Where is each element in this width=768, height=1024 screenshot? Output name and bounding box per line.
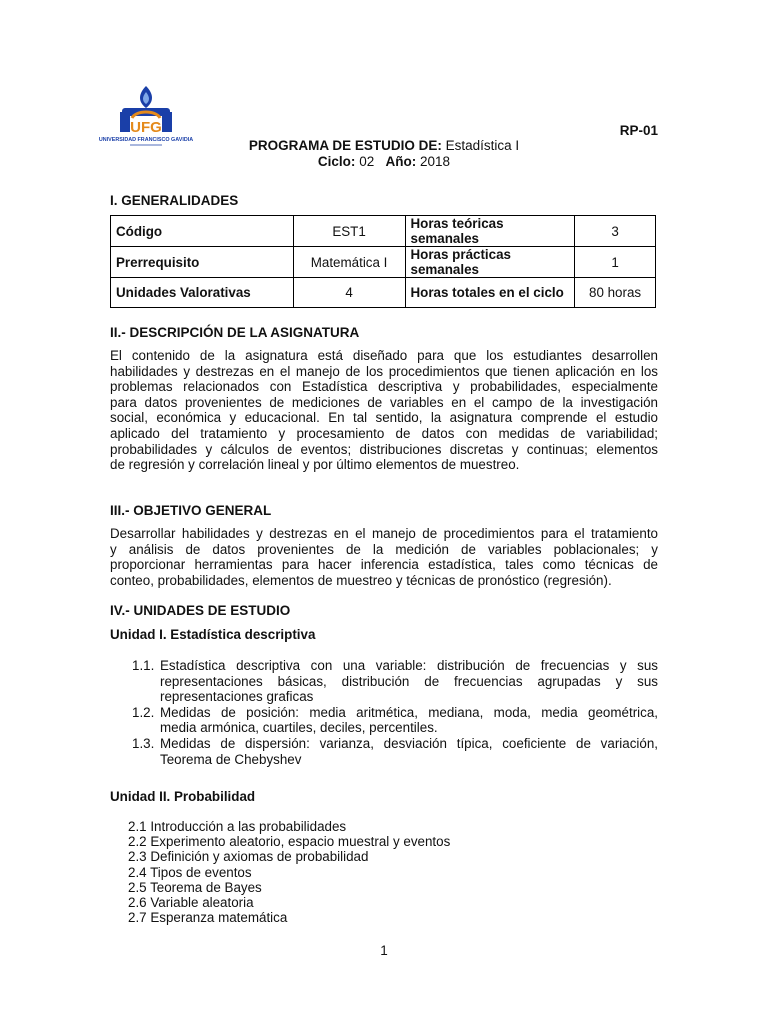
unit-2-title: Unidad II. Probabilidad bbox=[110, 789, 256, 804]
section-unidades-heading: IV.- UNIDADES DE ESTUDIO bbox=[110, 603, 291, 618]
page-number: 1 bbox=[380, 943, 388, 958]
paragraph-line: aplicado del tratamiento y procesamiento de datos con medidas de variabilidad; bbox=[110, 425, 658, 441]
table-row bbox=[111, 247, 656, 278]
unit-1-title: Unidad I. Estadística descriptiva bbox=[110, 627, 316, 642]
cycle-value: 02 bbox=[359, 154, 375, 169]
paragraph-line: conteo, probabilidades, elementos de muestreo y técnicas de pronóstico (regresión). bbox=[110, 572, 612, 588]
program-value: Estadística I bbox=[445, 138, 520, 153]
list-item-line: Teorema de Chebyshev bbox=[160, 751, 302, 767]
list-item-number: 1.3. bbox=[132, 735, 155, 751]
objetivo-paragraph bbox=[110, 526, 658, 588]
table-row bbox=[111, 216, 656, 247]
paragraph-line: Desarrollar habilidades y destrezas en el manejo de procedimientos para el tratamiento bbox=[110, 526, 658, 541]
table-cell: Código bbox=[111, 216, 294, 247]
list-item-number: 1.1. bbox=[132, 658, 155, 673]
list-item: 2.3 Definición y axiomas de probabilidad bbox=[128, 849, 369, 865]
list-item: 2.5 Teorema de Bayes bbox=[128, 879, 262, 895]
table-row bbox=[111, 278, 656, 308]
unit-2-list bbox=[128, 819, 450, 925]
unit-1-list bbox=[132, 658, 658, 767]
list-item: 2.4 Tipos de eventos bbox=[128, 864, 252, 880]
list-item bbox=[132, 705, 658, 736]
table-cell: Matemática I bbox=[293, 247, 405, 278]
paragraph-line: probabilidades y cálculos de eventos; distribuciones discretas y continuas; elementos bbox=[110, 441, 658, 457]
table-cell: Horas teóricas semanales bbox=[405, 216, 575, 247]
logo-subtitle: UNIVERSIDAD FRANCISCO GAVIDIA bbox=[98, 137, 194, 143]
paragraph-line: proporcionar herramientas para hacer inferencia estadística, tales como técnicas de bbox=[110, 557, 658, 573]
generalidades-table bbox=[110, 215, 656, 308]
table-cell: EST1 bbox=[293, 216, 405, 247]
list-item-line: Estadística descriptiva con una variable: distribución de frecuencias y sus bbox=[160, 658, 658, 673]
table-cell: 4 bbox=[293, 278, 405, 308]
logo-text: UFG bbox=[130, 119, 162, 136]
paragraph-line: problemas relacionados con Estadística descriptiva y probabilidades, especialmente bbox=[110, 379, 658, 395]
paragraph-line: y análisis de datos provenientes de la medición de variables poblacionales; y bbox=[110, 541, 658, 557]
list-item: 2.7 Esperanza matemática bbox=[128, 910, 288, 926]
list-item-line: representaciones básicas, distribución de frecuencias agrupadas y sus bbox=[160, 673, 658, 689]
list-item: 2.2 Experimento aleatorio, espacio muestral y eventos bbox=[128, 834, 451, 850]
paragraph-line: social, económica y educacional. En tal sentido, la asignatura comprende el estudio bbox=[110, 410, 658, 426]
list-item-line: representaciones graficas bbox=[160, 689, 314, 705]
section-generalidades-heading: I. GENERALIDADES bbox=[110, 193, 239, 208]
descripcion-paragraph bbox=[110, 348, 658, 473]
year-value: 2018 bbox=[420, 154, 451, 169]
paragraph-line: El contenido de la asignatura está diseñado para que los estudiantes desarrollen bbox=[110, 348, 658, 363]
list-item-line: media armónica, cuartiles, deciles, percentiles. bbox=[160, 720, 438, 736]
list-item-line: Medidas de posición: media aritmética, mediana, moda, media geométrica, bbox=[160, 704, 658, 720]
section-descripcion-heading: II.- DESCRIPCIÓN DE LA ASIGNATURA bbox=[110, 325, 360, 340]
paragraph-line: para datos provenientes de mediciones de variables en el campo de la investigación bbox=[110, 394, 658, 410]
table-cell: Unidades Valorativas bbox=[111, 278, 294, 308]
table-cell: Horas totales en el ciclo bbox=[405, 278, 575, 308]
paragraph-line: habilidades y destrezas en el manejo de los procedimientos que tienen aplicación en los bbox=[110, 363, 658, 379]
section-objetivo-heading: III.- OBJETIVO GENERAL bbox=[110, 503, 272, 518]
document-code: RP-01 bbox=[619, 123, 658, 138]
list-item-line: Medidas de dispersión: varianza, desviación típica, coeficiente de variación, bbox=[160, 735, 658, 751]
document-title bbox=[110, 138, 658, 170]
list-item: 2.6 Variable aleatoria bbox=[128, 895, 254, 911]
paragraph-line: de regresión y correlación lineal y por último elementos de muestreo. bbox=[110, 457, 520, 473]
table-cell: 1 bbox=[575, 247, 656, 278]
list-item bbox=[132, 736, 658, 767]
program-label: PROGRAMA DE ESTUDIO DE: bbox=[248, 138, 442, 153]
cycle-label: Ciclo: bbox=[317, 154, 356, 169]
table-cell: 3 bbox=[575, 216, 656, 247]
list-item bbox=[132, 658, 658, 705]
list-item-number: 1.2. bbox=[132, 704, 155, 720]
table-cell: Horas prácticas semanales bbox=[405, 247, 575, 278]
list-item: 2.1 Introducción a las probabilidades bbox=[128, 819, 347, 834]
table-cell: Prerrequisito bbox=[111, 247, 294, 278]
table-cell: 80 horas bbox=[575, 278, 656, 308]
year-label: Año: bbox=[385, 154, 417, 169]
